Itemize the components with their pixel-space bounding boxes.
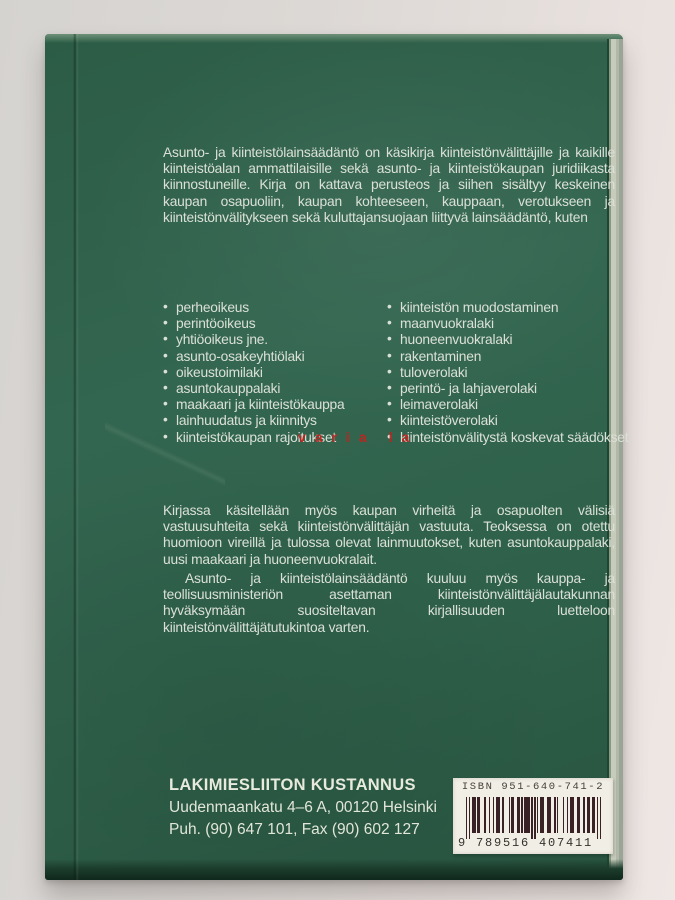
bullet-list-left: [163, 300, 345, 446]
bullet-item: • kiinteistökaupan rajoitukset: [163, 430, 345, 446]
bullet-item: • asuntokauppalaki: [163, 381, 345, 397]
bullet-item: • lainhuudatus ja kiinnitys: [163, 413, 345, 429]
barcode-bar: [489, 797, 490, 833]
barcode-bar: [509, 797, 510, 833]
publisher-name: LAKIMIESLIITON KUSTANNUS: [169, 776, 416, 794]
bullet-item: • yhtiöoikeus jne.: [163, 332, 345, 348]
barcode-bar: [600, 797, 601, 839]
barcode-bar: [524, 797, 530, 833]
barcode-bar: [484, 797, 485, 833]
barcode-bar: [570, 797, 574, 833]
barcode-bar: [534, 797, 535, 839]
book-back-cover: [45, 34, 629, 880]
bullet-item: • tuloverolaki: [387, 365, 628, 381]
intro-paragraph: Asunto- ja kiinteistölainsäädäntö on käsikirja kiinteistönvälittäjille ja kaikille kiinteistöalan ammattilaisille sekä asunto- ja kiinteistökaupan juridiikasta kiinnostuneille. Kirja on kattava perusteos ja siihen sisältyy keskeinen kaupan osapuoliin, kaupan kohteeseen, kauppaan, verotukseen ja kiinteistönvälitykseen sekä kuluttajansuojaan liittyvä lainsäädäntö, kuten: [163, 145, 615, 225]
barcode-bar: [537, 797, 538, 833]
publisher-phone: Puh. (90) 647 101, Fax (90) 602 127: [169, 821, 420, 838]
bullet-item: • maanvuokralaki: [387, 316, 628, 332]
book-top-edge: [45, 34, 623, 43]
barcode-bar: [587, 797, 590, 833]
barcode-bar: [567, 797, 568, 833]
barcode-bar: [563, 797, 564, 833]
barcode-bar: [472, 797, 476, 833]
barcode-bar: [597, 797, 598, 839]
bullet-item: • kiinteistöverolaki: [387, 413, 628, 429]
bullet-item: • rakentaminen: [387, 349, 628, 365]
barcode-bar: [540, 797, 544, 833]
barcode-bar: [557, 797, 558, 833]
barcode-bar: [517, 797, 520, 833]
bullet-list-right: [387, 300, 628, 446]
publisher-address: Uudenmaankatu 4–6 A, 00120 Helsinki: [169, 799, 437, 816]
ean-barcode: [466, 797, 601, 833]
bullet-item: • kiinteistönvälitystä koskevat säädökset: [387, 430, 628, 446]
bullet-item: • asunto-osakeyhtiölaki: [163, 349, 345, 365]
bullet-item: • maakaari ja kiinteistökauppa: [163, 397, 345, 413]
bullet-item: • kiinteistön muodostaminen: [387, 300, 628, 316]
body-paragraph-2: Asunto- ja kiinteistölainsäädäntö kuuluu myös kauppa- ja teollisuusministeriön asettaman kiinteistönvälittäjälautakunnan hyväksymään suositeltavan kirjallisuuden luetteloon kiinteistönvälittäjätutukintoa varten.: [163, 571, 615, 635]
bullet-item: • perintöoikeus: [163, 316, 345, 332]
spine-hinge-groove: [73, 34, 79, 880]
barcode-bar: [592, 797, 595, 833]
isbn-number: ISBN 951-640-741-2: [461, 781, 605, 793]
barcode-bar: [583, 797, 586, 833]
bullet-item: • oikeustoimilaki: [163, 365, 345, 381]
book-bottom-edge: [45, 859, 623, 880]
bullet-item: • perintö- ja lahjaverolaki: [387, 381, 628, 397]
bullet-item: • leimaverolaki: [387, 397, 628, 413]
barcode-bar: [554, 797, 555, 833]
isbn-barcode-label: [453, 778, 613, 854]
bullet-item: • perheoikeus: [163, 300, 345, 316]
barcode-bar: [496, 797, 500, 833]
barcode-bar: [521, 797, 522, 833]
seller-watermark-text: varia la: [298, 429, 419, 445]
barcode-bar: [493, 797, 494, 833]
barcode-bar: [477, 797, 480, 833]
barcode-bar: [466, 797, 467, 839]
barcode-bar: [531, 797, 532, 839]
barcode-bar: [511, 797, 514, 833]
ean-digits: 9 789516 407411: [458, 836, 594, 850]
body-paragraph-1: Kirjassa käsitellään myös kaupan virheitä ja osapuolten välisiä vastuusuhteita sekä kiinteistönvälittäjän vastuuta. Teoksessa on otettu huomioon vireillä ja tulossa olevat lainmuutokset, kuten asuntokauppalaki, uusi maakaari ja huoneenvuokralait.: [163, 503, 615, 567]
barcode-bar: [547, 797, 551, 833]
barcode-bar: [577, 797, 580, 833]
barcode-bar: [469, 797, 470, 839]
bullet-item: • huoneenvuokralaki: [387, 332, 628, 348]
barcode-bar: [502, 797, 505, 833]
